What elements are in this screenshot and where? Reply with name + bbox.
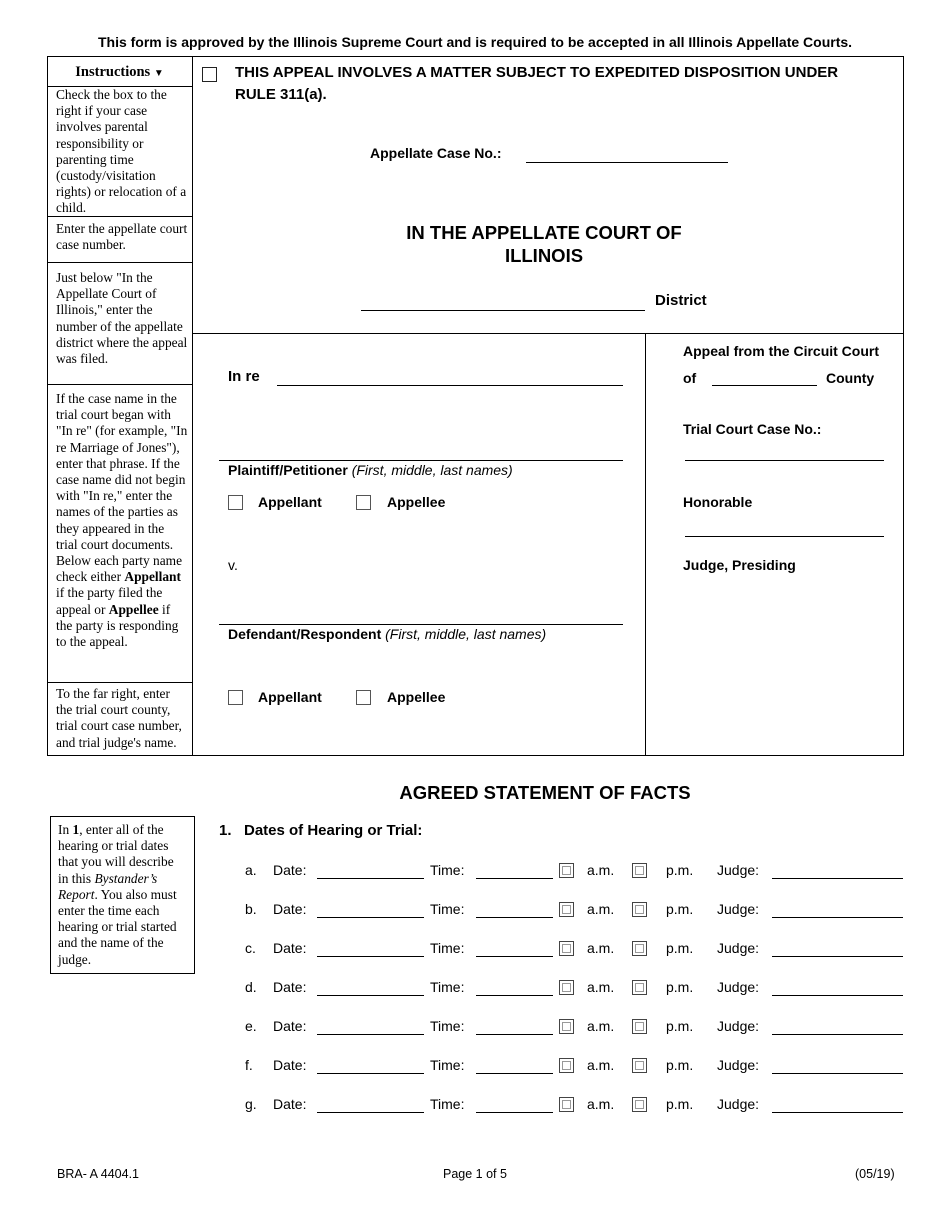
defendant-appellant-checkbox[interactable] <box>228 690 243 705</box>
caption-column-divider <box>645 333 646 756</box>
time-field[interactable] <box>476 1034 553 1035</box>
pm-label: p.m. <box>666 979 694 995</box>
judge-label: Judge: <box>717 940 760 956</box>
frame-top <box>47 56 904 57</box>
instr-sep-4 <box>47 682 192 683</box>
judge-field[interactable] <box>772 878 903 879</box>
pm-checkbox[interactable] <box>632 863 647 878</box>
pm-label: p.m. <box>666 862 694 878</box>
judge-name-field[interactable] <box>685 536 884 537</box>
instructions-toggle[interactable] <box>47 64 192 81</box>
honorable-label: Honorable <box>683 494 753 510</box>
item1-title: Dates of Hearing or Trial: <box>244 822 423 839</box>
judge-presiding-label: Judge, Presiding <box>683 557 796 573</box>
judge-label: Judge: <box>717 1096 760 1112</box>
footer-page-number: Page 1 of 5 <box>443 1167 507 1181</box>
pm-label: p.m. <box>666 1096 694 1112</box>
judge-label: Judge: <box>717 979 760 995</box>
judge-field[interactable] <box>772 1073 903 1074</box>
versus-label: v. <box>228 557 238 573</box>
am-checkbox[interactable] <box>559 980 574 995</box>
expedited-checkbox[interactable] <box>202 67 217 82</box>
judge-field[interactable] <box>772 917 903 918</box>
expedited-line2: RULE 311(a). <box>235 86 327 103</box>
am-label: a.m. <box>587 862 615 878</box>
plaintiff-caption: Plaintiff/Petitioner (First, middle, last names) <box>228 462 513 478</box>
expedited-line1: THIS APPEAL INVOLVES A MATTER SUBJECT TO EXPEDITED DISPOSITION UNDER <box>235 64 839 81</box>
pm-label: p.m. <box>666 901 694 917</box>
row-letter: c. <box>245 940 256 956</box>
time-label: Time: <box>430 1057 465 1073</box>
header-notice: This form is approved by the Illinois Supreme Court and is required to be accepted in all Illinois Appellate Courts. <box>97 34 853 50</box>
row-letter: e. <box>245 1018 257 1034</box>
date-label: Date: <box>273 1018 307 1034</box>
pm-checkbox[interactable] <box>632 941 647 956</box>
frame-left <box>47 56 48 756</box>
time-field[interactable] <box>476 956 553 957</box>
row-letter: b. <box>245 901 257 917</box>
trial-case-no-label: Trial Court Case No.: <box>683 421 822 437</box>
judge-label: Judge: <box>717 862 760 878</box>
appellate-case-no-label: Appellate Case No.: <box>370 145 502 161</box>
date-label: Date: <box>273 862 307 878</box>
date-field[interactable] <box>317 917 424 918</box>
frame-right <box>903 56 904 756</box>
time-label: Time: <box>430 979 465 995</box>
section-title: AGREED STATEMENT OF FACTS <box>399 782 691 803</box>
plaintiff-appellee-checkbox[interactable] <box>356 495 371 510</box>
judge-field[interactable] <box>772 995 903 996</box>
county-label: County <box>826 370 875 386</box>
am-label: a.m. <box>587 940 615 956</box>
pm-checkbox[interactable] <box>632 980 647 995</box>
caret-down-icon: ▼ <box>153 68 164 79</box>
in-re-label: In re <box>228 368 260 385</box>
row-letter: a. <box>245 862 257 878</box>
am-checkbox[interactable] <box>559 863 574 878</box>
instruction-district: Just below "In the Appellate Court of Illinois," enter the number of the appellate district where the appeal was filed. <box>56 270 188 367</box>
date-field[interactable] <box>317 1034 424 1035</box>
am-label: a.m. <box>587 1018 615 1034</box>
appeal-from-label: Appeal from the Circuit Court <box>683 343 880 359</box>
time-label: Time: <box>430 1018 465 1034</box>
row-letter: d. <box>245 979 257 995</box>
date-label: Date: <box>273 979 307 995</box>
date-field[interactable] <box>317 995 424 996</box>
pm-label: p.m. <box>666 940 694 956</box>
date-field[interactable] <box>317 956 424 957</box>
date-label: Date: <box>273 1096 307 1112</box>
date-label: Date: <box>273 1057 307 1073</box>
footer-form-number: BRA- A 4404.1 <box>57 1167 140 1181</box>
time-label: Time: <box>430 940 465 956</box>
row-letter: g. <box>245 1096 257 1112</box>
time-label: Time: <box>430 901 465 917</box>
time-field[interactable] <box>476 1073 553 1074</box>
am-checkbox[interactable] <box>559 902 574 917</box>
side-note: In 1, enter all of the hearing or trial dates that you will describe in this Bystander’s Report. You also must enter the time each hearing or trial started and the name of the judge. <box>50 816 195 974</box>
instruction-custody: Check the box to the right if your case involves parental responsibility or parenting time (custody/visitation rights) or relocation of a child. <box>56 87 187 216</box>
instruction-trial-court: To the far right, enter the trial court county, trial court case number, and trial judge's name. <box>56 686 182 750</box>
plaintiff-appellant-label: Appellant <box>258 494 322 510</box>
plaintiff-appellee-label: Appellee <box>387 494 446 510</box>
judge-field[interactable] <box>772 956 903 957</box>
district-label: District <box>655 292 707 309</box>
date-label: Date: <box>273 901 307 917</box>
date-field[interactable] <box>317 878 424 879</box>
plaintiff-appellant-checkbox[interactable] <box>228 495 243 510</box>
pm-label: p.m. <box>666 1057 694 1073</box>
pm-checkbox[interactable] <box>632 902 647 917</box>
judge-label: Judge: <box>717 1018 760 1034</box>
court-title: IN THE APPELLATE COURT OF ILLINOIS <box>406 222 682 266</box>
judge-label: Judge: <box>717 901 760 917</box>
am-label: a.m. <box>587 1057 615 1073</box>
pm-checkbox[interactable] <box>632 1058 647 1073</box>
am-checkbox[interactable] <box>559 941 574 956</box>
district-field[interactable] <box>361 310 645 311</box>
row-letter: f. <box>245 1057 253 1073</box>
instruction-case-number: Enter the appellate court case number. <box>56 221 188 253</box>
am-checkbox[interactable] <box>559 1058 574 1073</box>
time-field[interactable] <box>476 1112 553 1113</box>
appellate-case-no-field[interactable] <box>526 162 728 163</box>
am-label: a.m. <box>587 901 615 917</box>
pm-label: p.m. <box>666 1018 694 1034</box>
am-label: a.m. <box>587 1096 615 1112</box>
time-field[interactable] <box>476 878 553 879</box>
pm-checkbox[interactable] <box>632 1097 647 1112</box>
time-field[interactable] <box>476 995 553 996</box>
defendant-appellant-label: Appellant <box>258 689 322 705</box>
instr-sep-3 <box>47 384 192 385</box>
time-label: Time: <box>430 862 465 878</box>
frame-divider <box>192 56 193 756</box>
in-re-field[interactable] <box>277 385 623 386</box>
instructions-heading: Instructions <box>75 64 151 80</box>
defendant-caption: Defendant/Respondent (First, middle, last names) <box>228 626 547 642</box>
am-checkbox[interactable] <box>559 1097 574 1112</box>
defendant-field[interactable] <box>219 624 623 625</box>
am-label: a.m. <box>587 979 615 995</box>
judge-field[interactable] <box>772 1112 903 1113</box>
instr-sep-2 <box>47 262 192 263</box>
time-label: Time: <box>430 1096 465 1112</box>
date-label: Date: <box>273 940 307 956</box>
judge-label: Judge: <box>717 1057 760 1073</box>
judge-field[interactable] <box>772 1034 903 1035</box>
defendant-appellee-checkbox[interactable] <box>356 690 371 705</box>
date-field[interactable] <box>317 1073 424 1074</box>
caption-divider <box>192 333 904 334</box>
defendant-appellee-label: Appellee <box>387 689 446 705</box>
date-field[interactable] <box>317 1112 424 1113</box>
frame-bottom <box>47 755 904 756</box>
am-checkbox[interactable] <box>559 1019 574 1034</box>
trial-case-no-field[interactable] <box>685 460 884 461</box>
plaintiff-field[interactable] <box>219 460 623 461</box>
time-field[interactable] <box>476 917 553 918</box>
county-field[interactable] <box>712 385 817 386</box>
footer-revision: (05/19) <box>855 1167 895 1181</box>
instruction-parties: If the case name in the trial court began with "In re" (for example, "In re Marriage of Jones"), enter that phrase. If the case name did not begin with "In re," enter the names of the parties as they appeared in the trial court documents. Below each party name check either Appellant if the party filed the appeal or Appellee if the party is responding to the appeal. <box>56 391 188 650</box>
of-label: of <box>683 370 697 386</box>
pm-checkbox[interactable] <box>632 1019 647 1034</box>
item1-number: 1. <box>219 822 232 839</box>
